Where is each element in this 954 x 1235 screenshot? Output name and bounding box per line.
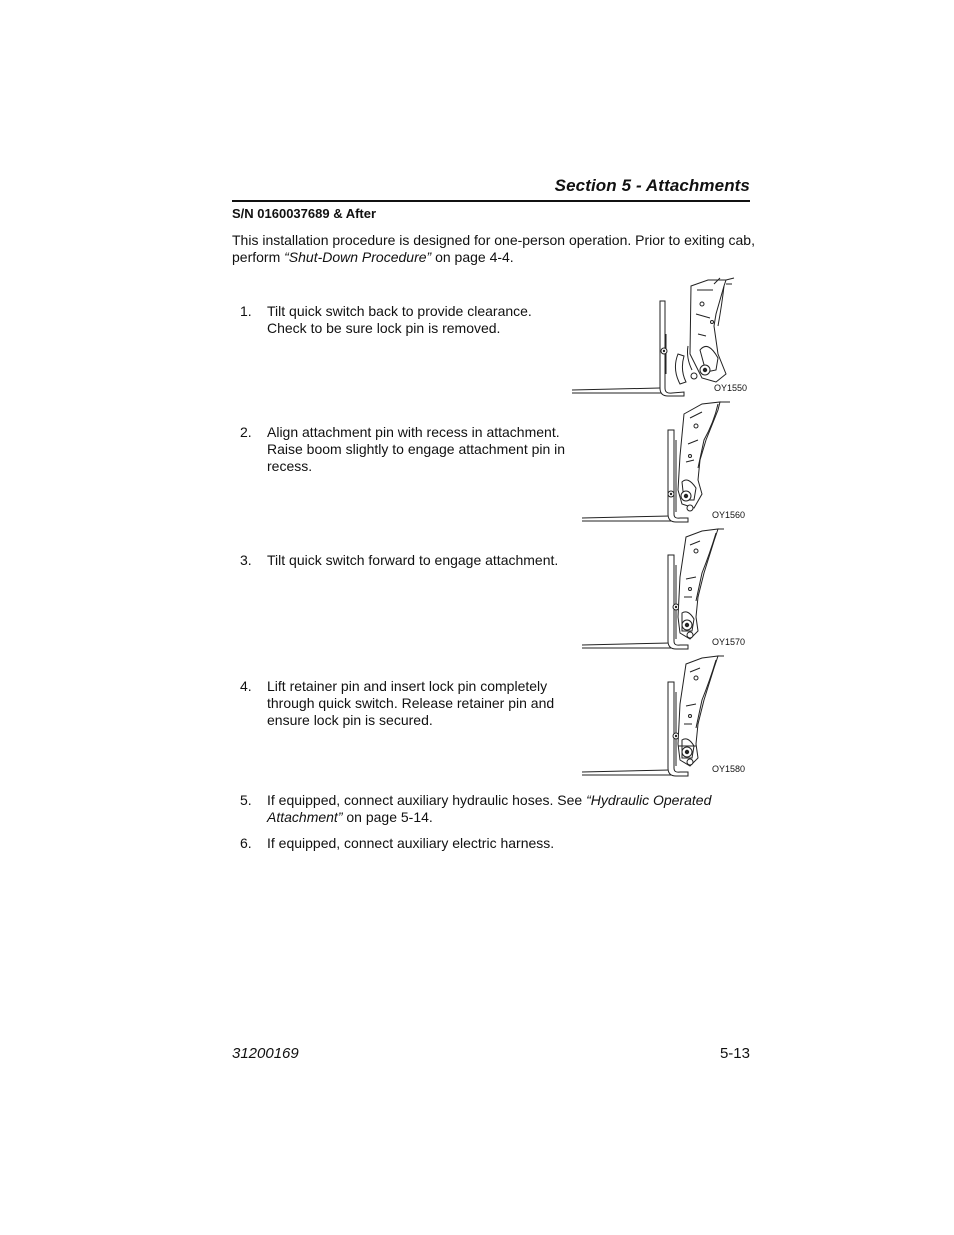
step-page-ref: on page 5-14.: [342, 809, 433, 825]
step-line: Align attachment pin with recess in attachment.: [267, 424, 560, 440]
intro-page-ref: on page 4-4.: [431, 249, 514, 265]
serial-number-subheading: S/N 0160037689 & After: [232, 206, 377, 221]
quick-switch-lock-pin-illustration: [578, 654, 758, 779]
section-title: Section 5 - Attachments: [554, 176, 750, 195]
step-line: Tilt quick switch back to provide clearance.: [267, 303, 532, 319]
figure-label: OY1550: [714, 383, 748, 393]
step-line: [267, 809, 433, 826]
intro-text: This installation procedure is designed for one-person operation. Prior to exiting cab, perform: [232, 232, 755, 265]
step-line: [267, 792, 711, 809]
shut-down-procedure-reference: “Shut-Down Procedure”: [284, 249, 432, 265]
step-6: [240, 835, 740, 855]
page-number: 5-13: [719, 1045, 750, 1062]
step-number: 2.: [240, 424, 252, 440]
step-2: [240, 424, 570, 479]
step-line: Raise boom slightly to engage attachment pin in: [267, 441, 566, 457]
quick-switch-pin-engage-illustration: [578, 400, 758, 525]
header-rule: [232, 200, 750, 202]
step-line: Lift retainer pin and insert lock pin completely: [267, 678, 548, 694]
quick-switch-tilted-back-illustration: [568, 274, 758, 399]
step-number: 5.: [240, 792, 252, 808]
step-line: recess.: [267, 458, 313, 474]
step-4: [240, 678, 570, 733]
intro-paragraph: [232, 232, 762, 266]
step-line: through quick switch. Release retainer pin and: [267, 695, 555, 711]
quick-switch-tilt-forward-illustration: [578, 527, 758, 652]
step-text: If equipped, connect auxiliary hydraulic hoses. See: [267, 792, 587, 808]
step-number: 1.: [240, 303, 252, 319]
document-number: 31200169: [232, 1045, 299, 1062]
step-1: [240, 303, 570, 343]
step-number: 4.: [240, 678, 252, 694]
step-line: ensure lock pin is secured.: [267, 712, 433, 728]
step-number: 6.: [240, 835, 252, 851]
step-line: If equipped, connect auxiliary electric harness.: [267, 835, 555, 851]
step-3: [240, 552, 570, 572]
figure-label: OY1560: [712, 510, 746, 520]
figure-label: OY1570: [712, 637, 746, 647]
hydraulic-operated-attachment-reference: “Hydraulic Operated: [586, 792, 712, 808]
step-line: Check to be sure lock pin is removed.: [267, 320, 501, 336]
step-5: [240, 792, 740, 832]
figure-label: OY1580: [712, 764, 746, 774]
step-number: 3.: [240, 552, 252, 568]
hydraulic-operated-attachment-reference-cont: Attachment”: [267, 809, 343, 825]
step-line: Tilt quick switch forward to engage attachment.: [267, 552, 559, 568]
